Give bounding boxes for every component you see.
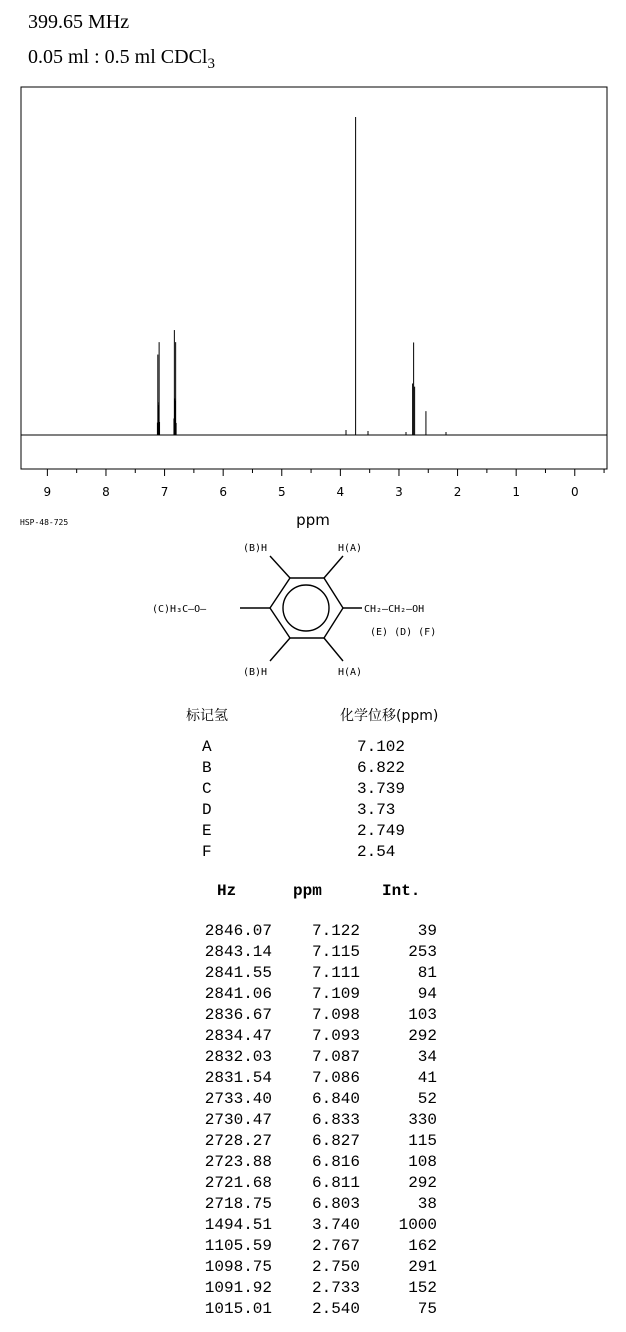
peak-table-row: [0, 985, 626, 1006]
peak-table-row: [0, 1006, 626, 1027]
ppm-value: 2.767: [311, 1237, 360, 1255]
hydrogen-label: E: [202, 822, 212, 840]
hz-value: 1015.01: [204, 1300, 272, 1318]
peak-table-row: [0, 1027, 626, 1048]
methoxy-group: (C)H₃C—O—: [152, 604, 207, 615]
benzene-ring: [270, 578, 343, 638]
peak-table-row: [0, 964, 626, 985]
peak-table-row: [0, 1216, 626, 1237]
col-shift-header: 化学位移(ppm): [340, 708, 439, 724]
bond-h-a-top: [324, 556, 343, 578]
peak-table-row: [0, 943, 626, 964]
chemical-shift: 7.102: [357, 738, 406, 756]
chemical-shift: 6.822: [357, 759, 406, 777]
hydrogen-label: A: [202, 738, 212, 756]
label-bh-top: (B)H: [243, 543, 268, 554]
ppm-value: 6.811: [311, 1174, 360, 1192]
intensity-value: 52: [417, 1090, 437, 1108]
ppm-value: 6.827: [311, 1132, 360, 1150]
chain-labels: (E) (D) (F): [370, 627, 437, 638]
ppm-value: 7.111: [311, 964, 360, 982]
plot-frame: [21, 87, 607, 469]
intensity-value: 75: [417, 1300, 437, 1318]
intensity-value: 152: [408, 1279, 437, 1297]
hz-value: 1494.51: [204, 1216, 272, 1234]
hz-value: 2718.75: [204, 1195, 272, 1213]
hz-header: Hz: [217, 882, 237, 900]
hz-value: 2834.47: [204, 1027, 272, 1045]
col-label-header: 标记氢: [186, 708, 228, 724]
peak-table-row: [0, 1279, 626, 1300]
hz-value: 2843.14: [204, 943, 272, 961]
chemical-shift: 2.749: [357, 822, 406, 840]
hz-value: 2832.03: [204, 1048, 272, 1066]
ppm-value: 6.833: [311, 1111, 360, 1129]
intensity-value: 330: [408, 1111, 437, 1129]
hz-value: 1098.75: [204, 1258, 272, 1276]
chemical-shift: 2.54: [357, 843, 396, 861]
intensity-value: 39: [417, 922, 437, 940]
intensity-value: 162: [408, 1237, 437, 1255]
peaks-group: [157, 117, 426, 435]
ppm-value: 7.122: [311, 922, 360, 940]
hz-value: 2841.55: [204, 964, 272, 982]
ppm-value: 7.115: [311, 943, 360, 961]
hydrogen-label: F: [202, 843, 212, 861]
hydrogen-label: B: [202, 759, 212, 777]
tick-label: 0: [570, 485, 579, 499]
int-header: Int.: [382, 882, 421, 900]
chemical-shift: 3.739: [357, 780, 406, 798]
ppm-value: 6.816: [311, 1153, 360, 1171]
intensity-value: 103: [408, 1006, 437, 1024]
tick-label: 6: [219, 485, 227, 499]
hz-value: 2836.67: [204, 1006, 272, 1024]
ppm-value: 7.093: [311, 1027, 360, 1045]
tick-label: 3: [395, 485, 403, 499]
hydrogen-label: C: [202, 780, 212, 798]
chemical-structure: [240, 556, 362, 661]
ppm-value: 7.087: [311, 1048, 360, 1066]
intensity-value: 34: [417, 1048, 437, 1066]
tick-label: 4: [336, 485, 345, 499]
peak-table-row: [0, 1090, 626, 1111]
peak-table-row: [0, 1132, 626, 1153]
sample-subscript: 3: [207, 56, 215, 72]
ppm-value: 2.750: [311, 1258, 360, 1276]
hz-value: 1091.92: [204, 1279, 272, 1297]
aromatic-circle: [283, 585, 329, 631]
peak-table-row: [0, 1237, 626, 1258]
ppm-value: 7.098: [311, 1006, 360, 1024]
tick-label: 9: [43, 485, 52, 499]
hz-value: 2730.47: [204, 1111, 272, 1129]
hz-value: 2841.06: [204, 985, 272, 1003]
intensity-value: 41: [417, 1069, 437, 1087]
ppm-value: 2.733: [311, 1279, 360, 1297]
hz-value: 2846.07: [204, 922, 272, 940]
intensity-value: 291: [408, 1258, 437, 1276]
peak-table-row: [0, 1153, 626, 1174]
hz-value: 2831.54: [204, 1069, 272, 1087]
peak-table-row: [0, 922, 626, 943]
peak-table-row: [0, 1111, 626, 1132]
label-bh-bottom: (B)H: [243, 667, 268, 678]
ethanol-chain: CH₂—CH₂—OH: [364, 604, 425, 615]
intensity-value: 1000: [398, 1216, 437, 1234]
intensity-value: 94: [417, 985, 437, 1003]
tick-label: 5: [277, 485, 286, 499]
sample-text: 0.05 ml : 0.5 ml CDCl: [28, 46, 208, 68]
tick-label: 2: [453, 485, 462, 499]
peak-table-row: [0, 1048, 626, 1069]
label-ha-bottom: H(A): [338, 667, 363, 678]
bond-h-a-bottom: [324, 638, 343, 661]
peak-table-row: [0, 1174, 626, 1195]
spectrometer-frequency: 399.65 MHz: [28, 11, 130, 33]
ppm-value: 6.840: [311, 1090, 360, 1108]
hz-value: 1105.59: [204, 1237, 272, 1255]
ppm-value: 6.803: [311, 1195, 360, 1213]
hz-value: 2728.27: [204, 1132, 272, 1150]
intensity-value: 115: [408, 1132, 437, 1150]
x-axis-ticks: [44, 469, 605, 499]
intensity-value: 108: [408, 1153, 437, 1171]
peak-table-row: [0, 1300, 626, 1321]
peak-table-row: [0, 1258, 626, 1279]
ppm-header: ppm: [293, 882, 322, 900]
ppm-value: 7.109: [311, 985, 360, 1003]
tick-label: 1: [512, 485, 520, 499]
ppm-value: 3.740: [311, 1216, 360, 1234]
hydrogen-label: D: [202, 801, 212, 819]
hz-value: 2733.40: [204, 1090, 272, 1108]
label-ha-top: H(A): [338, 543, 363, 554]
peak-table-row: [0, 1195, 626, 1216]
intensity-value: 253: [408, 943, 437, 961]
bond-h-b-top: [270, 556, 290, 578]
intensity-value: 38: [417, 1195, 437, 1213]
ppm-value: 7.086: [311, 1069, 360, 1087]
intensity-value: 292: [408, 1027, 437, 1045]
ppm-value: 2.540: [311, 1300, 360, 1318]
spectrum-code: HSP-48-725: [20, 518, 69, 527]
intensity-value: 292: [408, 1174, 437, 1192]
tick-label: 7: [160, 485, 169, 499]
intensity-value: 81: [417, 964, 437, 982]
x-axis-label: ppm: [296, 511, 330, 529]
chemical-shift: 3.73: [357, 801, 396, 819]
hz-value: 2721.68: [204, 1174, 272, 1192]
peak-table-row: [0, 1069, 626, 1090]
bond-h-b-bottom: [270, 638, 290, 661]
tick-label: 8: [102, 485, 110, 499]
hz-value: 2723.88: [204, 1153, 272, 1171]
